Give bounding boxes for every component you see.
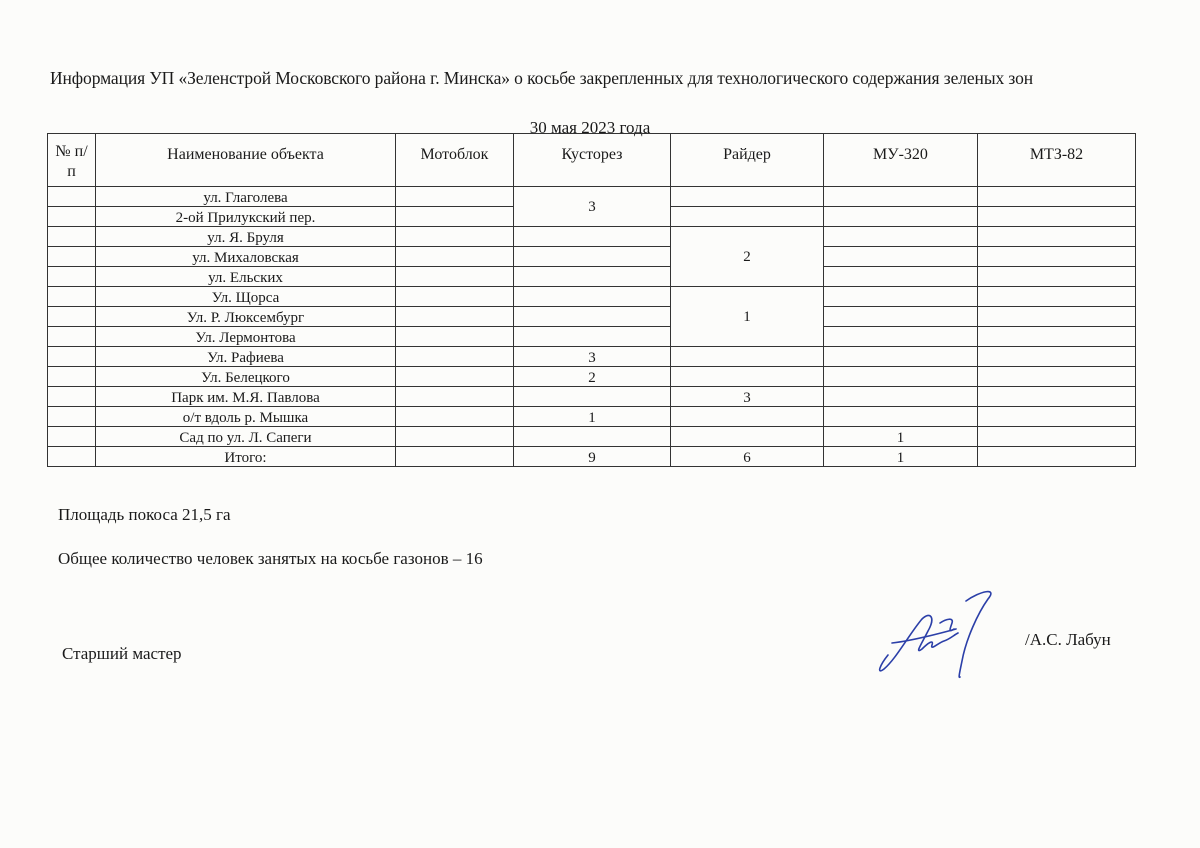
total-mu320: 1	[824, 447, 978, 467]
row-num	[48, 207, 96, 227]
table-row	[48, 307, 1136, 327]
header-raider: Райдер	[671, 134, 824, 187]
cell-mu320: 1	[824, 427, 978, 447]
row-name: Ул. Лермонтова	[96, 327, 396, 347]
table-row	[48, 287, 1136, 307]
row-num	[48, 367, 96, 387]
header-kustorez: Кусторез	[514, 134, 671, 187]
people-count: Общее количество человек занятых на косьбе газонов – 16	[58, 549, 483, 568]
cell-raider: 2	[671, 227, 824, 287]
row-num	[48, 307, 96, 327]
row-name: ул. Ельских	[96, 267, 396, 287]
header-num: № п/п	[48, 134, 96, 187]
table-row	[48, 367, 1136, 387]
table-row	[48, 327, 1136, 347]
signer-name: /А.С. Лабун	[1025, 630, 1111, 649]
cell-kustorez: 3	[514, 347, 671, 367]
row-num	[48, 427, 96, 447]
header-motoblok: Мотоблок	[396, 134, 514, 187]
document-date: 30 мая 2023 года	[529, 118, 651, 137]
signer-position: Старший мастер	[62, 644, 182, 663]
document-title: Информация УП «Зеленстрой Московского района г. Минска» о косьбе закрепленных для технологического содержания зеленых зон	[50, 68, 1034, 88]
row-name: о/т вдоль р. Мышка	[96, 407, 396, 427]
row-num	[48, 247, 96, 267]
row-name: 2-ой Прилукский пер.	[96, 207, 396, 227]
table-row	[48, 187, 1136, 207]
row-name: ул. Михаловская	[96, 247, 396, 267]
row-num	[48, 347, 96, 367]
row-num	[48, 447, 96, 467]
row-num	[48, 267, 96, 287]
row-name: Ул. Рафиева	[96, 347, 396, 367]
cell-raider: 3	[671, 387, 824, 407]
row-num	[48, 387, 96, 407]
total-raider: 6	[671, 447, 824, 467]
table-row	[48, 267, 1136, 287]
table-row	[48, 387, 1136, 407]
table-row	[48, 427, 1136, 447]
row-num	[48, 187, 96, 207]
row-name: Ул. Белецкого	[96, 367, 396, 387]
header-name: Наименование объекта	[96, 134, 396, 187]
row-name: Ул. Щорса	[96, 287, 396, 307]
cell-raider: 1	[671, 287, 824, 347]
cell-kustorez: 2	[514, 367, 671, 387]
cell-kustorez: 1	[514, 407, 671, 427]
header-mtz82: МТЗ-82	[978, 134, 1136, 187]
total-kustorez: 9	[514, 447, 671, 467]
row-num	[48, 407, 96, 427]
handwritten-signature	[870, 583, 1010, 683]
row-name: Парк им. М.Я. Павлова	[96, 387, 396, 407]
row-name: ул. Я. Бруля	[96, 227, 396, 247]
mowing-area: Площадь покоса 21,5 га	[58, 505, 231, 524]
row-num	[48, 327, 96, 347]
row-name: ул. Глаголева	[96, 187, 396, 207]
row-name: Ул. Р. Люксембург	[96, 307, 396, 327]
table-row	[48, 407, 1136, 427]
table-row	[48, 227, 1136, 247]
header-mu320: МУ-320	[824, 134, 978, 187]
row-num	[48, 287, 96, 307]
row-name: Сад по ул. Л. Сапеги	[96, 427, 396, 447]
cell-kustorez: 3	[514, 187, 671, 227]
row-num	[48, 227, 96, 247]
table-total-row	[48, 447, 1136, 467]
row-name: Итого:	[96, 447, 396, 467]
table-row	[48, 347, 1136, 367]
table-row	[48, 247, 1136, 267]
table-header-row	[48, 134, 1136, 187]
mowing-table	[47, 133, 1136, 467]
